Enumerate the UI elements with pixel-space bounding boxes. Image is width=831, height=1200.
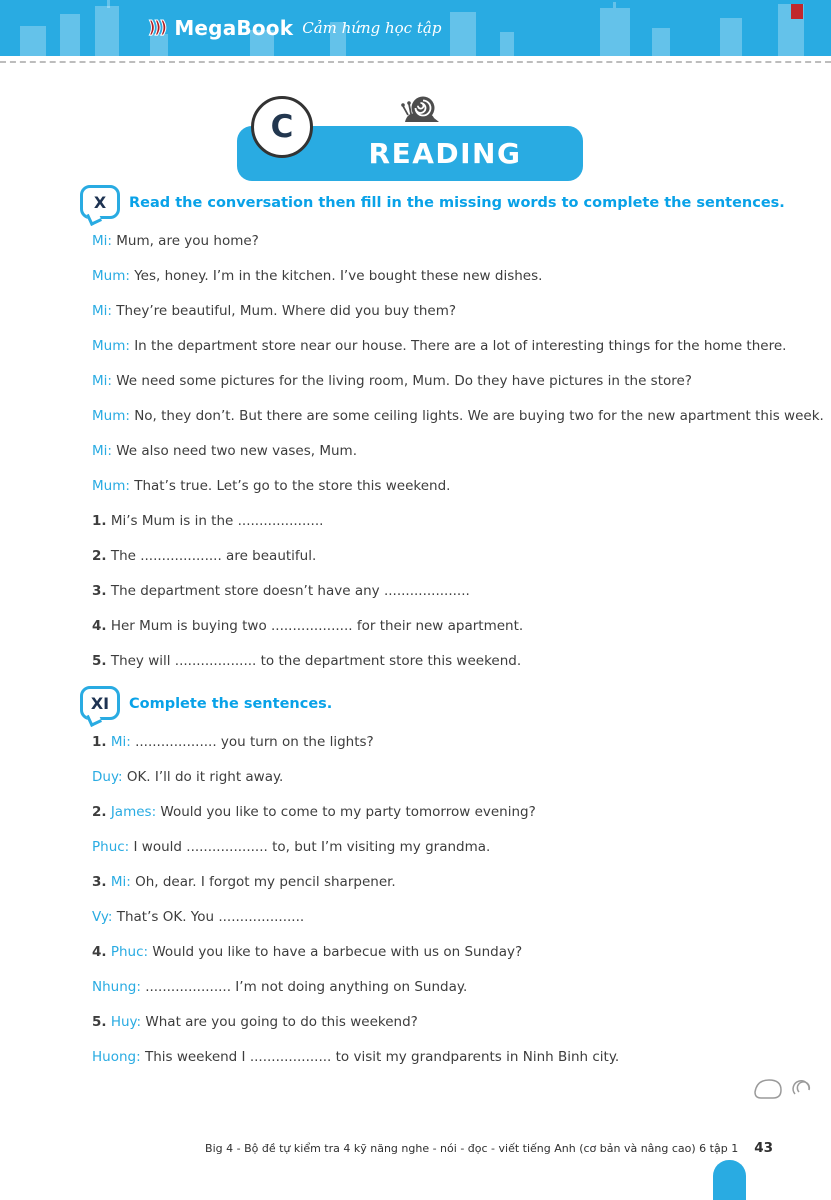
item-number: 3.	[92, 583, 107, 599]
line-text: That’s true. Let’s go to the store this weekend.	[134, 478, 451, 494]
item-number: 3.	[92, 874, 107, 890]
section-letter-badge	[251, 96, 313, 158]
item-number: 2.	[92, 548, 107, 564]
line-text: This weekend I ................... to visit my grandparents in Ninh Binh city.	[144, 1049, 620, 1065]
dialogue-line	[92, 231, 825, 251]
exercise-xi-heading	[80, 686, 825, 720]
page-number: 43	[754, 1140, 773, 1156]
doodle-sketch	[751, 1062, 815, 1102]
item-number: 5.	[92, 653, 107, 669]
top-banner	[0, 0, 831, 56]
item-number: 1.	[92, 734, 107, 750]
question-text: They will ................... to the department store this weekend.	[110, 653, 522, 669]
speaker-label: Mi:	[110, 734, 131, 750]
line-text: We also need two new vases, Mum.	[116, 443, 357, 459]
speaker-label: Mum:	[92, 268, 130, 284]
line-text: .................... I’m not doing anything on Sunday.	[145, 979, 468, 995]
exercise-xi-numeral: XI	[90, 693, 110, 713]
speaker-label: James:	[110, 804, 157, 820]
item-number: 1.	[92, 513, 107, 529]
question-item	[92, 581, 825, 601]
snail-icon	[398, 93, 444, 127]
speaker-label: Mum:	[92, 478, 130, 494]
question-text: Mi’s Mum is in the ....................	[110, 513, 324, 529]
speaker-label: Huong:	[92, 1049, 141, 1065]
sentence-item	[92, 732, 825, 752]
line-text: What are you going to do this weekend?	[145, 1014, 418, 1030]
line-text: Would you like to have a barbecue with us on Sunday?	[152, 944, 523, 960]
exercise-x-heading	[80, 185, 825, 219]
speaker-label: Huy:	[110, 1014, 142, 1030]
item-number: 5.	[92, 1014, 107, 1030]
red-corner-mark	[791, 4, 803, 19]
speaker-label: Phuc:	[110, 944, 149, 960]
fill-in-questions	[92, 511, 825, 671]
logo-tagline: Cảm hứng học tập	[302, 19, 442, 37]
dialogue-block	[92, 231, 825, 496]
dialogue-line	[92, 266, 825, 286]
exercise-x-instruction: Read the conversation then fill in the missing words to complete the sentences.	[129, 195, 785, 211]
exercise-x-badge	[80, 185, 120, 219]
line-text: They’re beautiful, Mum. Where did you buy them?	[116, 303, 457, 319]
speaker-label: Duy:	[92, 769, 123, 785]
line-text: We need some pictures for the living room, Mum. Do they have pictures in the store?	[116, 373, 692, 389]
speaker-label: Nhung:	[92, 979, 141, 995]
speaker-label: Mi:	[92, 373, 112, 389]
speaker-label: Mum:	[92, 408, 130, 424]
question-text: The department store doesn’t have any ....................	[110, 583, 470, 599]
item-number: 4.	[92, 618, 107, 634]
line-text: In the department store near our house. There are a lot of interesting things for the home there.	[134, 338, 787, 354]
exercise-x-numeral: X	[93, 192, 107, 212]
speaker-label: Mi:	[92, 233, 112, 249]
sentence-item	[92, 942, 825, 962]
sentence-item	[92, 767, 825, 787]
speaker-label: Mi:	[92, 443, 112, 459]
dialogue-line	[92, 371, 825, 391]
line-text: Oh, dear. I forgot my pencil sharpener.	[135, 874, 396, 890]
question-item	[92, 616, 825, 636]
line-text: No, they don’t. But there are some ceiling lights. We are buying two for the new apartment this week.	[134, 408, 824, 424]
question-text: The ................... are beautiful.	[110, 548, 317, 564]
item-number: 2.	[92, 804, 107, 820]
speaker-label: Phuc:	[92, 839, 130, 855]
dialogue-line	[92, 476, 825, 496]
line-text: Would you like to come to my party tomorrow evening?	[160, 804, 536, 820]
megabook-logo-arcs: )))	[148, 18, 166, 38]
line-text: OK. I’ll do it right away.	[126, 769, 284, 785]
section-letter: C	[270, 109, 294, 145]
line-text: Yes, honey. I’m in the kitchen. I’ve bought these new dishes.	[134, 268, 543, 284]
megabook-logo: MegaBook	[174, 16, 294, 40]
line-text: I would ................... to, but I’m visiting my grandma.	[133, 839, 491, 855]
sentence-item	[92, 977, 825, 997]
section-header	[0, 88, 831, 188]
line-text: Mum, are you home?	[116, 233, 259, 249]
speaker-label: Mum:	[92, 338, 130, 354]
page-footer	[205, 1140, 773, 1156]
sentence-item	[92, 802, 825, 822]
question-item	[92, 651, 825, 671]
dialogue-line	[92, 336, 825, 356]
dialogue-line	[92, 441, 825, 461]
speaker-label: Vy:	[92, 909, 113, 925]
question-item	[92, 546, 825, 566]
exercise-xi-instruction: Complete the sentences.	[129, 696, 333, 712]
speaker-label: Mi:	[110, 874, 131, 890]
speaker-label: Mi:	[92, 303, 112, 319]
section-title: READING	[368, 137, 522, 170]
sentence-item	[92, 837, 825, 857]
dashed-divider	[0, 61, 831, 63]
item-number: 4.	[92, 944, 107, 960]
dialogue-line	[92, 406, 825, 426]
question-text: Her Mum is buying two ................... for their new apartment.	[110, 618, 524, 634]
line-text: ................... you turn on the lights?	[135, 734, 374, 750]
dialogue-line	[92, 301, 825, 321]
sentence-item	[92, 872, 825, 892]
corner-tab	[713, 1160, 746, 1200]
sentence-item	[92, 907, 825, 927]
sentence-item	[92, 1012, 825, 1032]
line-text: That’s OK. You ....................	[116, 909, 305, 925]
exercise-xi-badge	[80, 686, 120, 720]
question-item	[92, 511, 825, 531]
sentence-item	[92, 1047, 825, 1067]
footer-text: Big 4 - Bộ đề tự kiểm tra 4 kỹ năng nghe - nói - đọc - viết tiếng Anh (cơ bản và nâng cao) 6 tập 1	[205, 1142, 739, 1155]
page-content	[0, 185, 831, 1082]
complete-sentences-block	[92, 732, 825, 1067]
